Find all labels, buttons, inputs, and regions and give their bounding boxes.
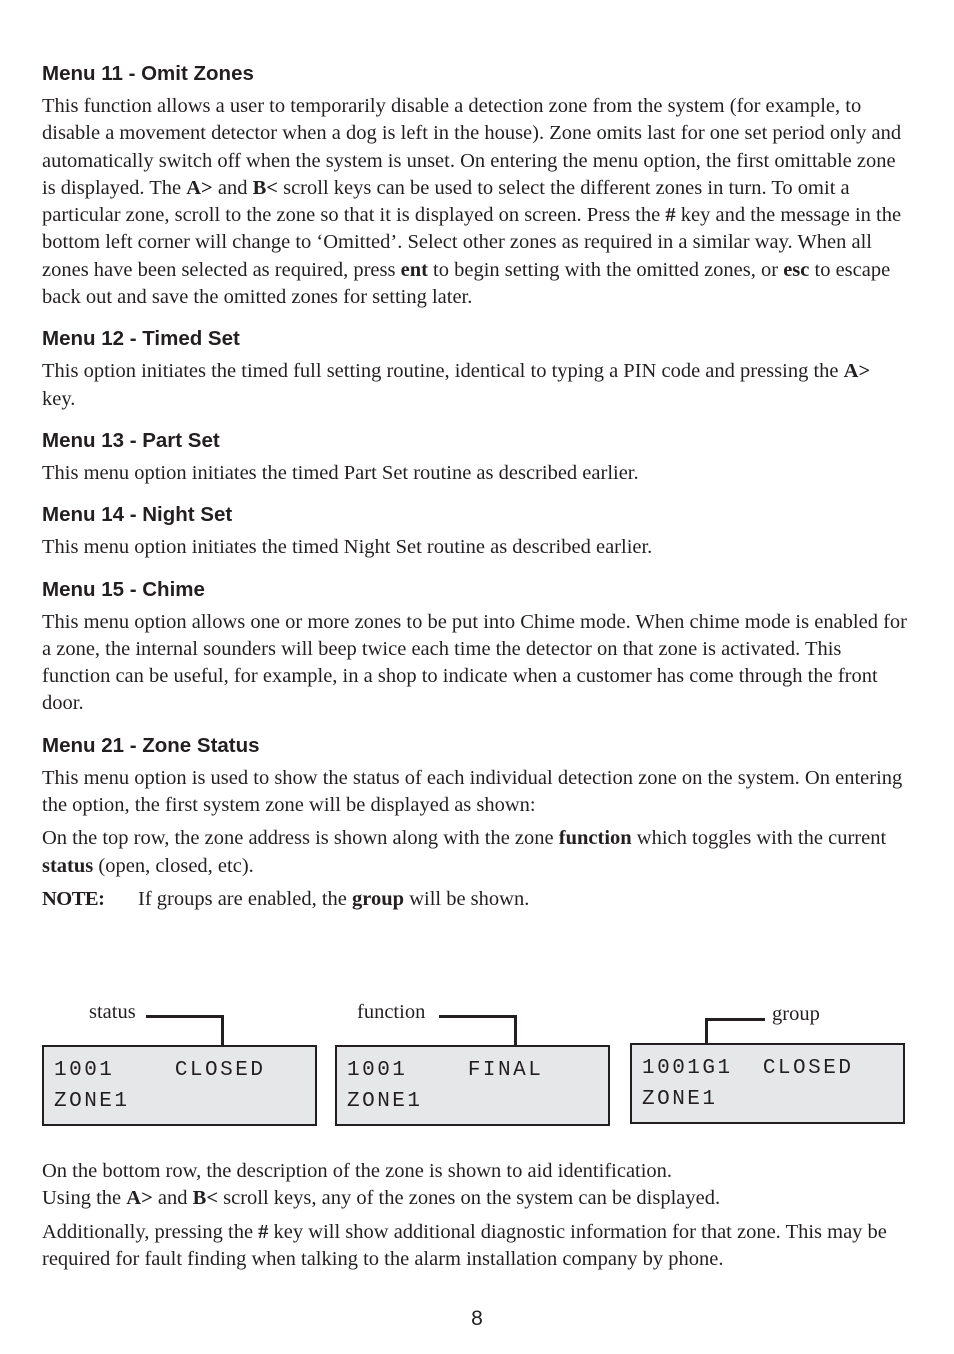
lcd-display-group: [630, 1043, 905, 1124]
bold-text: function: [558, 827, 632, 850]
text-run: This menu option allows one or more zones to be put into Chime mode. When chime mode is enabled for a zone, the internal sounders will beep twice each time the detector on that zone is activated. This function can be useful, for example, in a shop to indicate when a customer has come through the front door.: [42, 610, 907, 715]
section-paragraph: [42, 534, 908, 561]
text-run: This option initiates the timed full setting routine, identical to typing a PIN code and pressing the: [42, 360, 844, 383]
text-run: to begin setting with the omitted zones, or: [427, 258, 784, 281]
section-heading: Menu 21 - Zone Status: [42, 733, 260, 757]
text-run: Additionally, pressing the: [42, 1220, 259, 1243]
bold-text: A>: [843, 360, 871, 383]
text-run: On the top row, the zone address is shown along with the zone: [42, 827, 559, 850]
lcd-line-2: ZONE1: [347, 1090, 423, 1113]
label-status: status: [89, 1001, 136, 1023]
text-run: and: [212, 176, 253, 199]
after-diagram-text: [42, 1158, 908, 1273]
page-number: 8: [471, 1307, 483, 1330]
lcd-line-1: 1001 CLOSED: [54, 1059, 266, 1082]
section-paragraph: [42, 460, 908, 487]
bold-text: B<: [252, 176, 278, 199]
text-run: will be shown.: [404, 887, 530, 910]
lcd-line-2: ZONE1: [54, 1090, 130, 1113]
text-run: and: [152, 1187, 193, 1210]
text-run: to escape back out and save the omitted zones for setting later.: [42, 258, 891, 309]
bold-text: A>: [126, 1187, 153, 1210]
section-paragraph: [42, 765, 908, 820]
section-heading: Menu 15 - Chime: [42, 577, 205, 601]
text-run: (open, closed, etc).: [93, 854, 254, 877]
paragraph: [42, 1219, 908, 1274]
label-function: function: [357, 1001, 426, 1023]
text-run: This function allows a user to temporarily disable a detection zone from the system (for example, to disable a movement detector when a dog is left in the house). Zone omits last for one set period only and automatically switch off when the system is unset. On entering the menu option, the first omittable zone is displayed. The: [42, 95, 902, 199]
function-pointer-h: [439, 1015, 517, 1018]
lcd-display-status: [42, 1045, 317, 1126]
lcd-line-1: 1001G1 CLOSED: [642, 1057, 854, 1080]
sections: [42, 60, 908, 880]
section: [42, 60, 908, 311]
bold-text: esc: [783, 258, 810, 281]
section-paragraph: [42, 93, 908, 311]
text-run: which toggles with the current: [631, 827, 887, 850]
section-paragraph: [42, 358, 908, 413]
note: [42, 886, 908, 913]
status-pointer-h: [146, 1015, 224, 1018]
section: [42, 325, 908, 413]
section-paragraph: [42, 609, 908, 718]
note-text: [138, 886, 529, 913]
bold-text: B<: [192, 1187, 218, 1210]
group-pointer-h: [705, 1018, 765, 1021]
bold-text: ent: [400, 258, 428, 281]
section: [42, 576, 908, 718]
bold-text: status: [42, 854, 94, 877]
label-group: group: [772, 1003, 820, 1025]
text-run: This menu option initiates the timed Night Set routine as described earlier.: [42, 536, 653, 559]
text-run: This menu option is used to show the status of each individual detection zone on the system. On entering the option, the first system zone will be displayed as shown:: [42, 766, 903, 817]
section-heading: Menu 13 - Part Set: [42, 428, 220, 452]
section-heading: Menu 14 - Night Set: [42, 503, 233, 527]
bold-text: #: [665, 204, 676, 227]
text-run: On the bottom row, the description of the zone is shown to aid identification.: [42, 1160, 673, 1182]
text-run: key.: [42, 387, 76, 410]
page-content: [42, 60, 908, 913]
paragraph: [42, 1158, 908, 1213]
bold-text: #: [258, 1220, 269, 1243]
text-run: key will show additional diagnostic information for that zone. This may be required for fault finding when talking to the alarm installation company by phone.: [42, 1220, 887, 1270]
text-run: This menu option initiates the timed Part Set routine as described earlier.: [42, 461, 639, 484]
lcd-line-1: 1001 FINAL: [347, 1059, 544, 1082]
section-paragraph: [42, 825, 908, 880]
text-run: scroll keys, any of the zones on the system can be displayed.: [218, 1187, 721, 1210]
section: [42, 427, 908, 487]
bold-text: A>: [186, 176, 213, 199]
lcd-line-2: ZONE1: [642, 1088, 718, 1111]
section: [42, 501, 908, 561]
section: [42, 732, 908, 880]
text-run: Using the: [42, 1187, 127, 1210]
section-heading: Menu 11 - Omit Zones: [42, 62, 254, 85]
text-run: If groups are enabled, the: [138, 887, 353, 910]
note-label: NOTE:: [42, 887, 105, 910]
lcd-display-function: [335, 1045, 610, 1126]
bold-text: group: [352, 887, 405, 910]
text-run: key and the message in the bottom left corner will change to ‘Omitted’. Select other zones as required in a similar way. When all zones have been selected as required, press: [42, 204, 902, 281]
section-heading: Menu 12 - Timed Set: [42, 327, 240, 351]
text-run: scroll keys can be used to select the different zones in turn. To omit a particular zone, scroll to the zone so that it is displayed on screen. Press the: [42, 176, 850, 227]
